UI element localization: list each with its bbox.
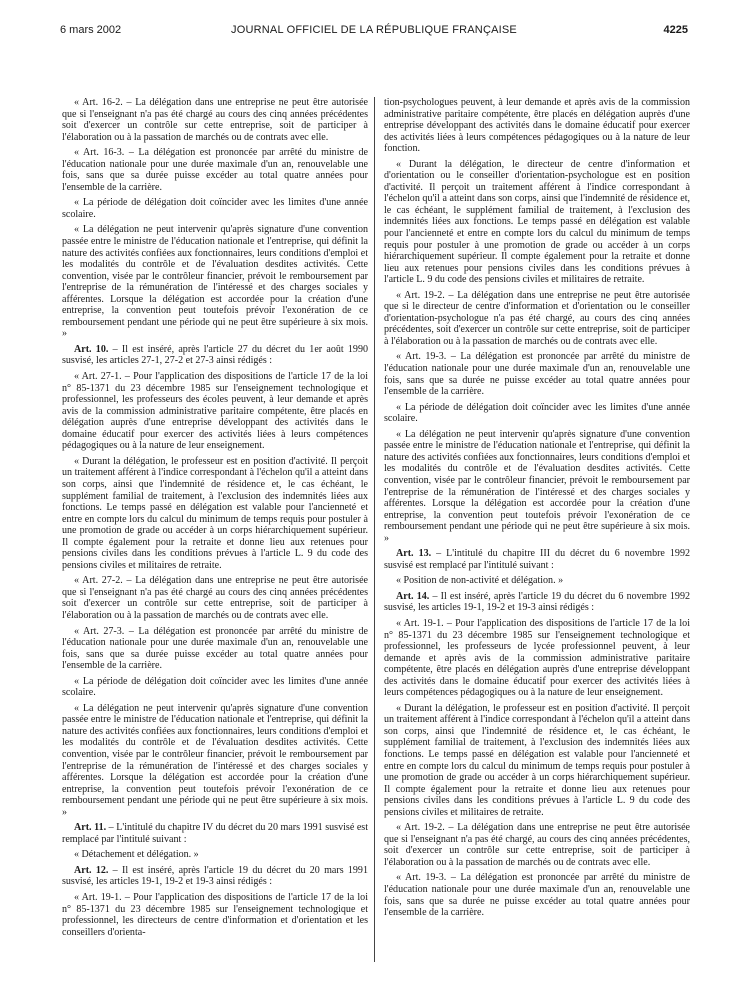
paragraph: [384, 703, 690, 818]
article-label: Art. 10.: [74, 343, 109, 355]
paragraph: [62, 626, 368, 672]
paragraph-text: « Art. 27-2. – La délégation dans une entreprise ne peut être autorisée que si l'enseignant n'a pas été chargé au cours des cinq années précédentes soit d'exercer un contrôle sur cette entreprise, soit de participer à l'élaboration ou à la passation de marchés ou de contrats avec elle.: [62, 575, 368, 621]
paragraph: [384, 575, 690, 587]
paragraph-text: « Art. 19-1. – Pour l'application des dispositions de l'article 17 de la loi n° 85-1371 du 23 décembre 1985 sur l'enseignement technologique et professionnel, les directeurs de centre d'information et d'orientation et les conseillers d'orienta-: [62, 892, 368, 938]
paragraph-text: « Durant la délégation, le professeur est en position d'activité. Il perçoit un traitement afférent à l'indice correspondant à l'échelon qu'il a atteint dans son corps, ainsi que l'indemnité de résidence et, le cas échéant, le supplément familial de traitement, à l'exclusion des indemnités liées aux fonctions. Le temps passé en délégation est valable pour l'ancienneté et entre en compte lors du calcul du minimum de temps requis pour postuler à une promotion de grade ou accéder à un corps hiérarchiquement supérieur. Il compte également pour la retraite et donne lieu aux retenues pour pensions civiles dans les conditions prévues à l'article L. 9 du code des pensions civiles et militaires de retraite.: [384, 702, 690, 818]
paragraph: [384, 618, 690, 699]
paragraph-text: « Art. 19-1. – Pour l'application des dispositions de l'article 17 de la loi n° 85-1371 du 23 décembre 1985 sur l'enseignement technologique et professionnel, les professeurs de lycée professionnel peuvent, à leur demande et après avis de la commission administrative paritaire compétente, être placés en délégation auprès d'une entreprise développant des activités dans le domaine éducatif pour exercer des activités liées à leurs compétences pédagogiques ou à la nature de leur enseignement.: [384, 617, 690, 699]
paragraph-text: « Art. 19-3. – La délégation est prononcée par arrêté du ministre de l'éducation nationale pour une durée maximale d'un an, renouvelable une fois, sans que sa durée ne puisse excéder au total quatre années pour l'ensemble de la carrière.: [384, 351, 690, 398]
paragraph: [384, 97, 690, 155]
left-column: [62, 97, 368, 942]
paragraph-text: « La délégation ne peut intervenir qu'après signature d'une convention passée entre le ministre de l'éducation nationale et l'entreprise, qui définit la nature des activités confiées aux fonctionnaires, leurs conditions d'emploi et les modalités du contrôle et de l'évaluation desdites activités. Cette convention, visée par le contrôleur financier, prévoit le remboursement par l'entreprise de la rémunération de l'intéressé et des charges sociales y afférentes. Lorsque la délégation est accordée pour la création d'une entreprise, la convention peut toutefois prévoir l'exonération de ce remboursement pendant une période qui ne peut être supérieure à six mois. »: [62, 702, 368, 818]
paragraph: [62, 97, 368, 143]
issue-date: 6 mars 2002: [60, 24, 122, 36]
paragraph-text: « La période de délégation doit coïncider avec les limites d'une année scolaire.: [62, 675, 368, 699]
paragraph: [62, 703, 368, 818]
right-column: [384, 97, 690, 923]
journal-title: JOURNAL OFFICIEL DE LA RÉPUBLIQUE FRANÇAISE: [231, 24, 517, 36]
article-label: Art. 12.: [74, 864, 109, 876]
paragraph-text: « La période de délégation doit coïncider avec les limites d'une année scolaire.: [384, 401, 690, 425]
page-number: 4225: [663, 24, 688, 36]
paragraph-text: « Durant la délégation, le professeur est en position d'activité. Il perçoit un traitement afférent à l'indice correspondant à l'échelon qu'il a atteint dans son corps, ainsi que l'indemnité de résidence et, le cas échéant, le supplément familial de traitement, à l'exclusion des indemnités liées aux fonctions. Le temps passé en délégation est valable pour l'ancienneté et entre en compte lors du calcul du minimum de temps requis pour postuler à une promotion de grade ou accéder à un corps hiérarchiquement supérieur. Il compte également pour la retraite et donne lieu aux retenues pour pensions civiles dans les conditions prévues à l'article L. 9 du code des pensions civiles et militaires de retraite.: [62, 455, 368, 571]
paragraph-text: « Art. 19-2. – La délégation dans une entreprise ne peut être autorisée que si le directeur de centre d'information et d'orientation ou le conseiller d'orientation-psychologue n'a pas été chargé, au cours des cinq années précédentes, soit d'exercer un contrôle sur cette entreprise, soit de participer à l'élaboration ou à la passation de marchés ou de contrats avec elle.: [384, 289, 690, 347]
paragraph-text: – Il est inséré, après l'article 19 du décret du 20 mars 1991 susvisé, les articles 19-1, 19-2 et 19-3 ainsi rédigés :: [62, 864, 368, 888]
paragraph: [384, 159, 690, 286]
paragraph: [62, 371, 368, 452]
article-label: Art. 11.: [74, 822, 107, 834]
paragraph: [384, 591, 690, 614]
paragraph-text: « Durant la délégation, le directeur de centre d'information et d'orientation ou le conseiller d'orientation-psychologue est en position d'activité. Il perçoit un traitement afférent à l'indice correspondant à l'échelon qu'il a atteint dans son corps, ainsi que l'indemnité de résidence et, le cas échéant, le supplément familial de traitement, à l'exclusion des indemnités liées aux fonctions. Le temps passé en délégation est valable pour l'ancienneté et entre en compte lors du calcul du minimum de temps requis pour postuler à une promotion de grade ou accéder à un corps hiérarchiquement supérieur. Il compte également pour la retraite et donne lieu aux retenues pour pensions civiles dans les conditions prévues à l'article L. 9 du code des pensions civiles et militaires de retraite.: [384, 158, 690, 286]
paragraph-text: « La période de délégation doit coïncider avec les limites d'une année scolaire.: [62, 197, 368, 220]
paragraph: [384, 429, 690, 544]
paragraph: [62, 344, 368, 367]
paragraph: [62, 224, 368, 339]
paragraph: [62, 676, 368, 699]
paragraph-text: – Il est inséré, après l'article 27 du décret du 1er août 1990 susvisé, les articles 27-1, 27-2 et 27-3 ainsi rédigés :: [62, 343, 368, 367]
paragraph: [62, 456, 368, 571]
paragraph: [62, 849, 368, 861]
paragraph-text: « La délégation ne peut intervenir qu'après signature d'une convention passée entre le ministre de l'éducation nationale et l'entreprise, qui définit la nature des activités confiées aux fonctionnaires, leurs conditions d'emploi et les modalités du contrôle et de l'évaluation desdites activités. Cette convention, visée par le contrôleur financier, prévoit le remboursement par l'entreprise de la rémunération de l'intéressé et des charges sociales y afférentes. Lorsque la délégation est accordée pour la création d'une entreprise, la convention peut toutefois prévoir l'exonération de ce remboursement pendant une période qui ne peut être supérieure à six mois. »: [384, 428, 690, 544]
paragraph: [62, 892, 368, 938]
paragraph-text: « Art. 27-1. – Pour l'application des dispositions de l'article 17 de la loi n° 85-1371 du 23 décembre 1985 sur l'enseignement technologique et professionnel, les professeurs des écoles peuvent, à leur demande et après avis de la commission administrative paritaire compétente, être placés en délégation auprès d'une entreprise développant des activités dans le domaine éducatif pour exercer des activités liées à leurs compétences pédagogiques ou à la nature de leur enseignement.: [62, 371, 368, 452]
paragraph: [62, 147, 368, 193]
article-label: Art. 14.: [396, 590, 430, 602]
paragraph: [62, 575, 368, 621]
paragraph: [384, 402, 690, 425]
article-label: Art. 13.: [396, 548, 432, 560]
paragraph: [384, 351, 690, 397]
paragraph: [62, 197, 368, 220]
paragraph: [62, 822, 368, 845]
paragraph-text: – Il est inséré, après l'article 19 du décret du 6 novembre 1992 susvisé, les articles 19-1, 19-2 et 19-3 ainsi rédigés :: [384, 590, 690, 614]
paragraph: [384, 290, 690, 348]
paragraph-text: « Art. 16-2. – La délégation dans une entreprise ne peut être autorisée que si l'enseignant n'a pas été chargé au cours des cinq années précédentes soit d'exercer un contrôle sur cette entreprise, soit de participer à l'élaboration ou à la passation de marchés ou de contrats avec elle.: [62, 97, 368, 143]
paragraph: [384, 822, 690, 868]
paragraph-text: « Position de non-activité et délégation. »: [396, 575, 564, 587]
paragraph-text: – L'intitulé du chapitre III du décret du 6 novembre 1992 susvisé est remplacé par l'intitulé suivant :: [384, 548, 690, 571]
paragraph: [384, 872, 690, 918]
paragraph-text: « Art. 19-3. – La délégation est prononcée par arrêté du ministre de l'éducation nationale pour une durée maximale d'un an, renouvelable une fois, sans que sa durée ne puisse excéder au total quatre années pour l'ensemble de la carrière.: [384, 872, 690, 919]
paragraph-text: tion-psychologues peuvent, à leur demande et après avis de la commission administrative paritaire compétente, être placés en délégation auprès d'une entreprise développant des activités dans le domaine éducatif pour exercer des activités liées à leurs compétences pédagogiques ou à la nature de leur fonction.: [384, 97, 690, 155]
paragraph-text: – L'intitulé du chapitre IV du décret du 20 mars 1991 susvisé est remplacé par l'intitulé suivant :: [62, 822, 368, 845]
paragraph-text: « Détachement et délégation. »: [74, 849, 199, 861]
page-header: [60, 22, 688, 38]
paragraph: [62, 865, 368, 888]
column-divider: [374, 97, 375, 962]
paragraph-text: « La délégation ne peut intervenir qu'après signature d'une convention passée entre le ministre de l'éducation nationale et l'entreprise, qui définit la nature des activités confiées aux fonctionnaires, leurs conditions d'emploi et les modalités du contrôle et de l'évaluation desdites activités. Cette convention, visée par le contrôleur financier, prévoit le remboursement par l'entreprise de la rémunération de l'intéressé et des charges sociales y afférentes. Lorsque la délégation est accordée pour la création d'une entreprise, la convention peut toutefois prévoir l'exonération de ce remboursement pendant une période qui ne peut être supérieure à six mois. »: [62, 224, 368, 340]
paragraph-text: « Art. 16-3. – La délégation est prononcée par arrêté du ministre de l'éducation nationale pour une durée maximale d'un an, renouvelable une fois, sans que sa durée puisse excéder au total quatre années pour l'ensemble de la carrière.: [62, 147, 368, 193]
paragraph-text: « Art. 19-2. – La délégation dans une entreprise ne peut être autorisée que si l'enseignant n'a pas été chargé, au cours des cinq années précédentes, soit d'exercer un contrôle sur cette entreprise, soit de participer à l'élaboration ou à la passation de marchés ou de contrats avec elle.: [384, 822, 690, 868]
paragraph: [384, 548, 690, 571]
paragraph-text: « Art. 27-3. – La délégation est prononcée par arrêté du ministre de l'éducation nationale pour une durée maximale d'un an, renouvelable une fois, sans que sa durée puisse excéder au total quatre années pour l'ensemble de la carrière.: [62, 625, 368, 672]
